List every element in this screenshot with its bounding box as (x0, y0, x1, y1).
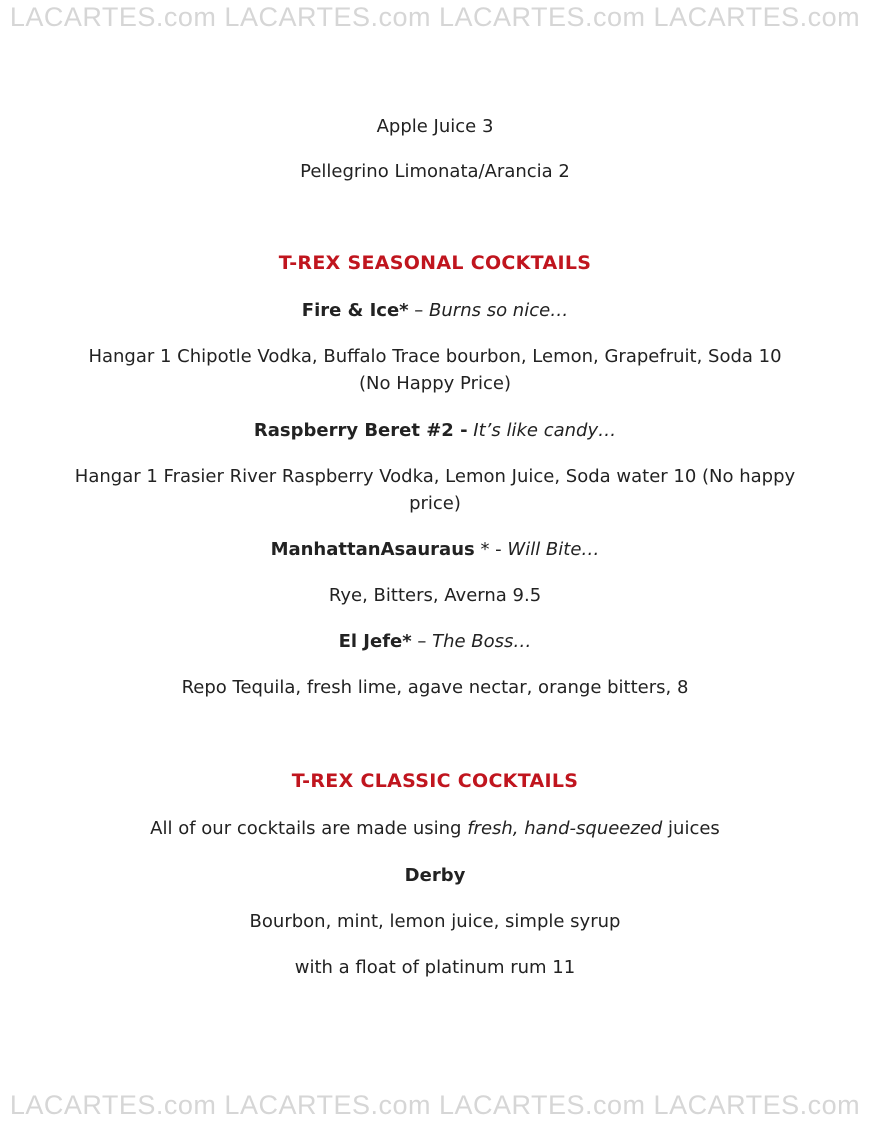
classic-cocktails-heading: T-REX CLASSIC COCKTAILS (291, 770, 579, 792)
fire-ice-separator: – (408, 300, 430, 321)
el-jefe-tagline: The Boss… (432, 631, 532, 652)
el-jefe-description: Repo Tequila, fresh lime, agave nectar, orange bitters, 8 (181, 677, 689, 698)
raspberry-beret-name: Raspberry Beret #2 - (253, 420, 468, 441)
classic-intro (70, 815, 800, 842)
fire-ice-tagline: Burns so nice… (429, 300, 569, 321)
derby-float: with a float of platinum rum 11 (294, 957, 576, 978)
manhattanasauraus-name: ManhattanAsauraus (270, 539, 475, 560)
derby-description: Bourbon, mint, lemon juice, simple syrup (249, 911, 621, 932)
watermark-top: LACARTES.com LACARTES.com LACARTES.com LACARTES.com (9, 2, 861, 32)
fire-ice-description: Hangar 1 Chipotle Vodka, Buffalo Trace bourbon, Lemon, Grapefruit, Soda 10 (No Happy Price) (88, 346, 782, 394)
derby-name: Derby (404, 865, 466, 886)
fire-ice-title (70, 297, 800, 324)
classic-intro-pre: All of our cocktails are made using (150, 818, 468, 839)
raspberry-beret-title (70, 417, 800, 444)
manhattanasauraus-tagline: Will Bite… (507, 539, 600, 560)
apple-juice-item: Apple Juice 3 (376, 116, 494, 137)
manhattanasauraus-description: Rye, Bitters, Averna 9.5 (328, 585, 542, 606)
pellegrino-item: Pellegrino Limonata/Arancia 2 (300, 161, 570, 182)
watermark-bottom: LACARTES.com LACARTES.com LACARTES.com LACARTES.com (9, 1090, 861, 1120)
manhattanasauraus-separator: * - (474, 539, 508, 560)
el-jefe-title (70, 628, 800, 655)
classic-intro-post: juices (662, 818, 720, 839)
raspberry-beret-description: Hangar 1 Frasier River Raspberry Vodka, Lemon Juice, Soda water 10 (No happy price) (74, 466, 796, 514)
fire-ice-name: Fire & Ice* (301, 300, 409, 321)
el-jefe-name: El Jefe* (338, 631, 412, 652)
manhattanasauraus-title (70, 536, 800, 563)
el-jefe-separator: – (411, 631, 433, 652)
seasonal-cocktails-heading: T-REX SEASONAL COCKTAILS (278, 252, 592, 274)
classic-intro-emphasis: fresh, hand-squeezed (467, 818, 663, 839)
raspberry-beret-tagline: It’s like candy… (473, 420, 617, 441)
